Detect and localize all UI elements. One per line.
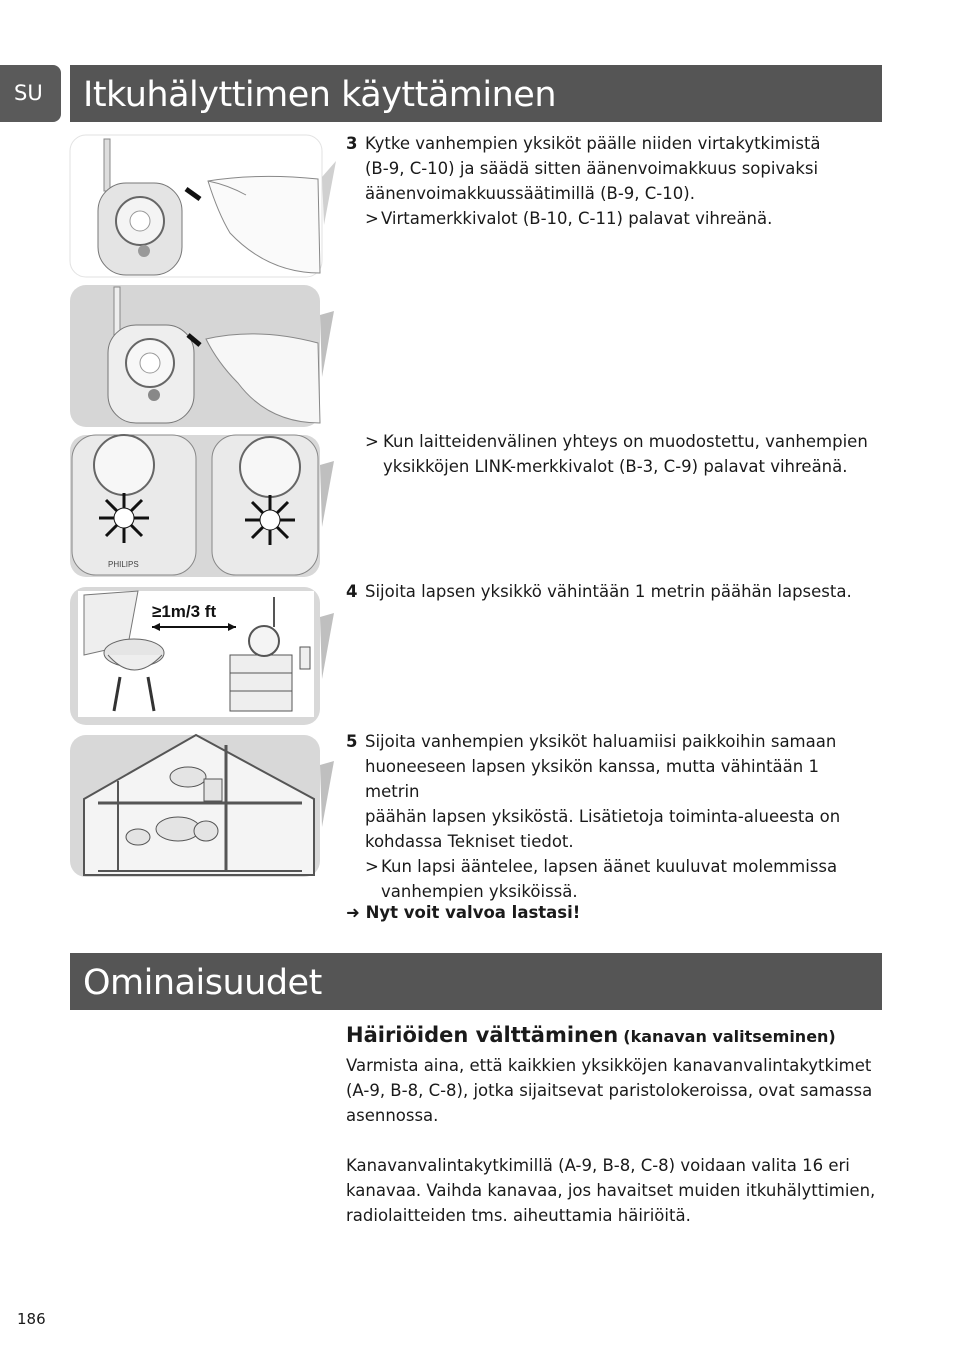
final-note: [346, 903, 580, 922]
interference-paragraph-1: [346, 1053, 876, 1128]
step-result: [365, 206, 876, 231]
result-text-line: yksikköjen LINK-merkkivalot (B-3, C-9) palavat vihreänä.: [383, 457, 848, 476]
step-4: [346, 579, 876, 604]
section-header-features: [70, 953, 882, 1010]
step-number: 5: [346, 732, 358, 751]
final-note-text: Nyt voit valvoa lastasi!: [365, 903, 581, 922]
step-text: Sijoita lapsen yksikkö vähintään 1 metrin päähän lapsesta.: [365, 582, 852, 601]
paragraph-line: radiolaitteiden tms. aiheuttamia häiriöitä.: [346, 1206, 691, 1225]
result-text-line: Kun laitteidenvälinen yhteys on muodostettu, vanhempien: [383, 432, 868, 451]
paragraph-line: kanavaa. Vaihda kanavaa, jos havaitset muiden itkuhälyttimien,: [346, 1181, 876, 1200]
interference-paragraph-2: [346, 1153, 876, 1228]
step-text-line: äänenvoimakkuussäätimillä (B-9, C-10).: [365, 184, 695, 203]
step-number: 3: [346, 134, 358, 153]
language-tab: SU: [0, 65, 61, 122]
step-text-line: Kytke vanhempien yksiköt päälle niiden virtakytkimistä: [365, 134, 821, 153]
brand-mark: PHILIPS: [108, 560, 139, 569]
paragraph-line: (A-9, B-8, C-8), jotka sijaitsevat paristolokeroissa, ovat samassa: [346, 1081, 873, 1100]
step-text-line: päähän lapsen yksiköstä. Lisätietoja toiminta-alueesta on: [365, 807, 841, 826]
result-text: Virtamerkkivalot (B-10, C-11) palavat vihreänä.: [381, 209, 773, 228]
paragraph-line: Varmista aina, että kaikkien yksikköjen kanavanvalintakytkimet: [346, 1056, 872, 1075]
arrow-icon: ➜: [346, 903, 360, 922]
step-text-line: kohdassa Tekniset tiedot.: [365, 832, 574, 851]
result-text-line: vanhempien yksiköissä.: [381, 882, 578, 901]
illustration-volume-adjust: [68, 283, 338, 429]
section-title-usage: Itkuhälyttimen käyttäminen: [83, 75, 557, 115]
step-5: [346, 729, 876, 904]
illustration-house: [68, 733, 338, 879]
step-3: [346, 131, 876, 231]
step-text-line: (B-9, C-10) ja säädä sitten äänenvoimakkuus sopivaksi: [365, 159, 819, 178]
illustration-distance: [68, 585, 338, 727]
paragraph-line: asennossa.: [346, 1106, 439, 1125]
paragraph-line: Kanavanvalintakytkimillä (A-9, B-8, C-8) voidaan valita 16 eri: [346, 1156, 850, 1175]
page-number: 186: [17, 1310, 46, 1328]
distance-label: ≥1m/3 ft: [152, 602, 217, 621]
interference-heading: [346, 1023, 886, 1047]
step-text-line: huoneeseen lapsen yksikön kanssa, mutta vähintään 1 metrin: [365, 757, 819, 801]
link-result: [346, 429, 876, 479]
step-result: [365, 854, 876, 904]
step-number: 4: [346, 582, 358, 601]
section-header-usage: [70, 65, 882, 122]
result-marker: >: [365, 209, 379, 228]
result-marker: >: [365, 857, 379, 876]
result-text-line: Kun lapsi ääntelee, lapsen äänet kuuluvat molemmissa: [381, 857, 838, 876]
interference-heading-suffix: (kanavan valitseminen): [623, 1027, 836, 1046]
result-marker: >: [365, 432, 379, 451]
illustration-power-on: [68, 133, 338, 279]
step-text-line: Sijoita vanhempien yksiköt haluamiisi paikkoihin samaan: [365, 732, 837, 751]
illustration-link-lights: [68, 433, 338, 579]
section-title-features: Ominaisuudet: [83, 963, 322, 1003]
interference-heading-main: Häiriöiden välttäminen: [346, 1023, 619, 1047]
